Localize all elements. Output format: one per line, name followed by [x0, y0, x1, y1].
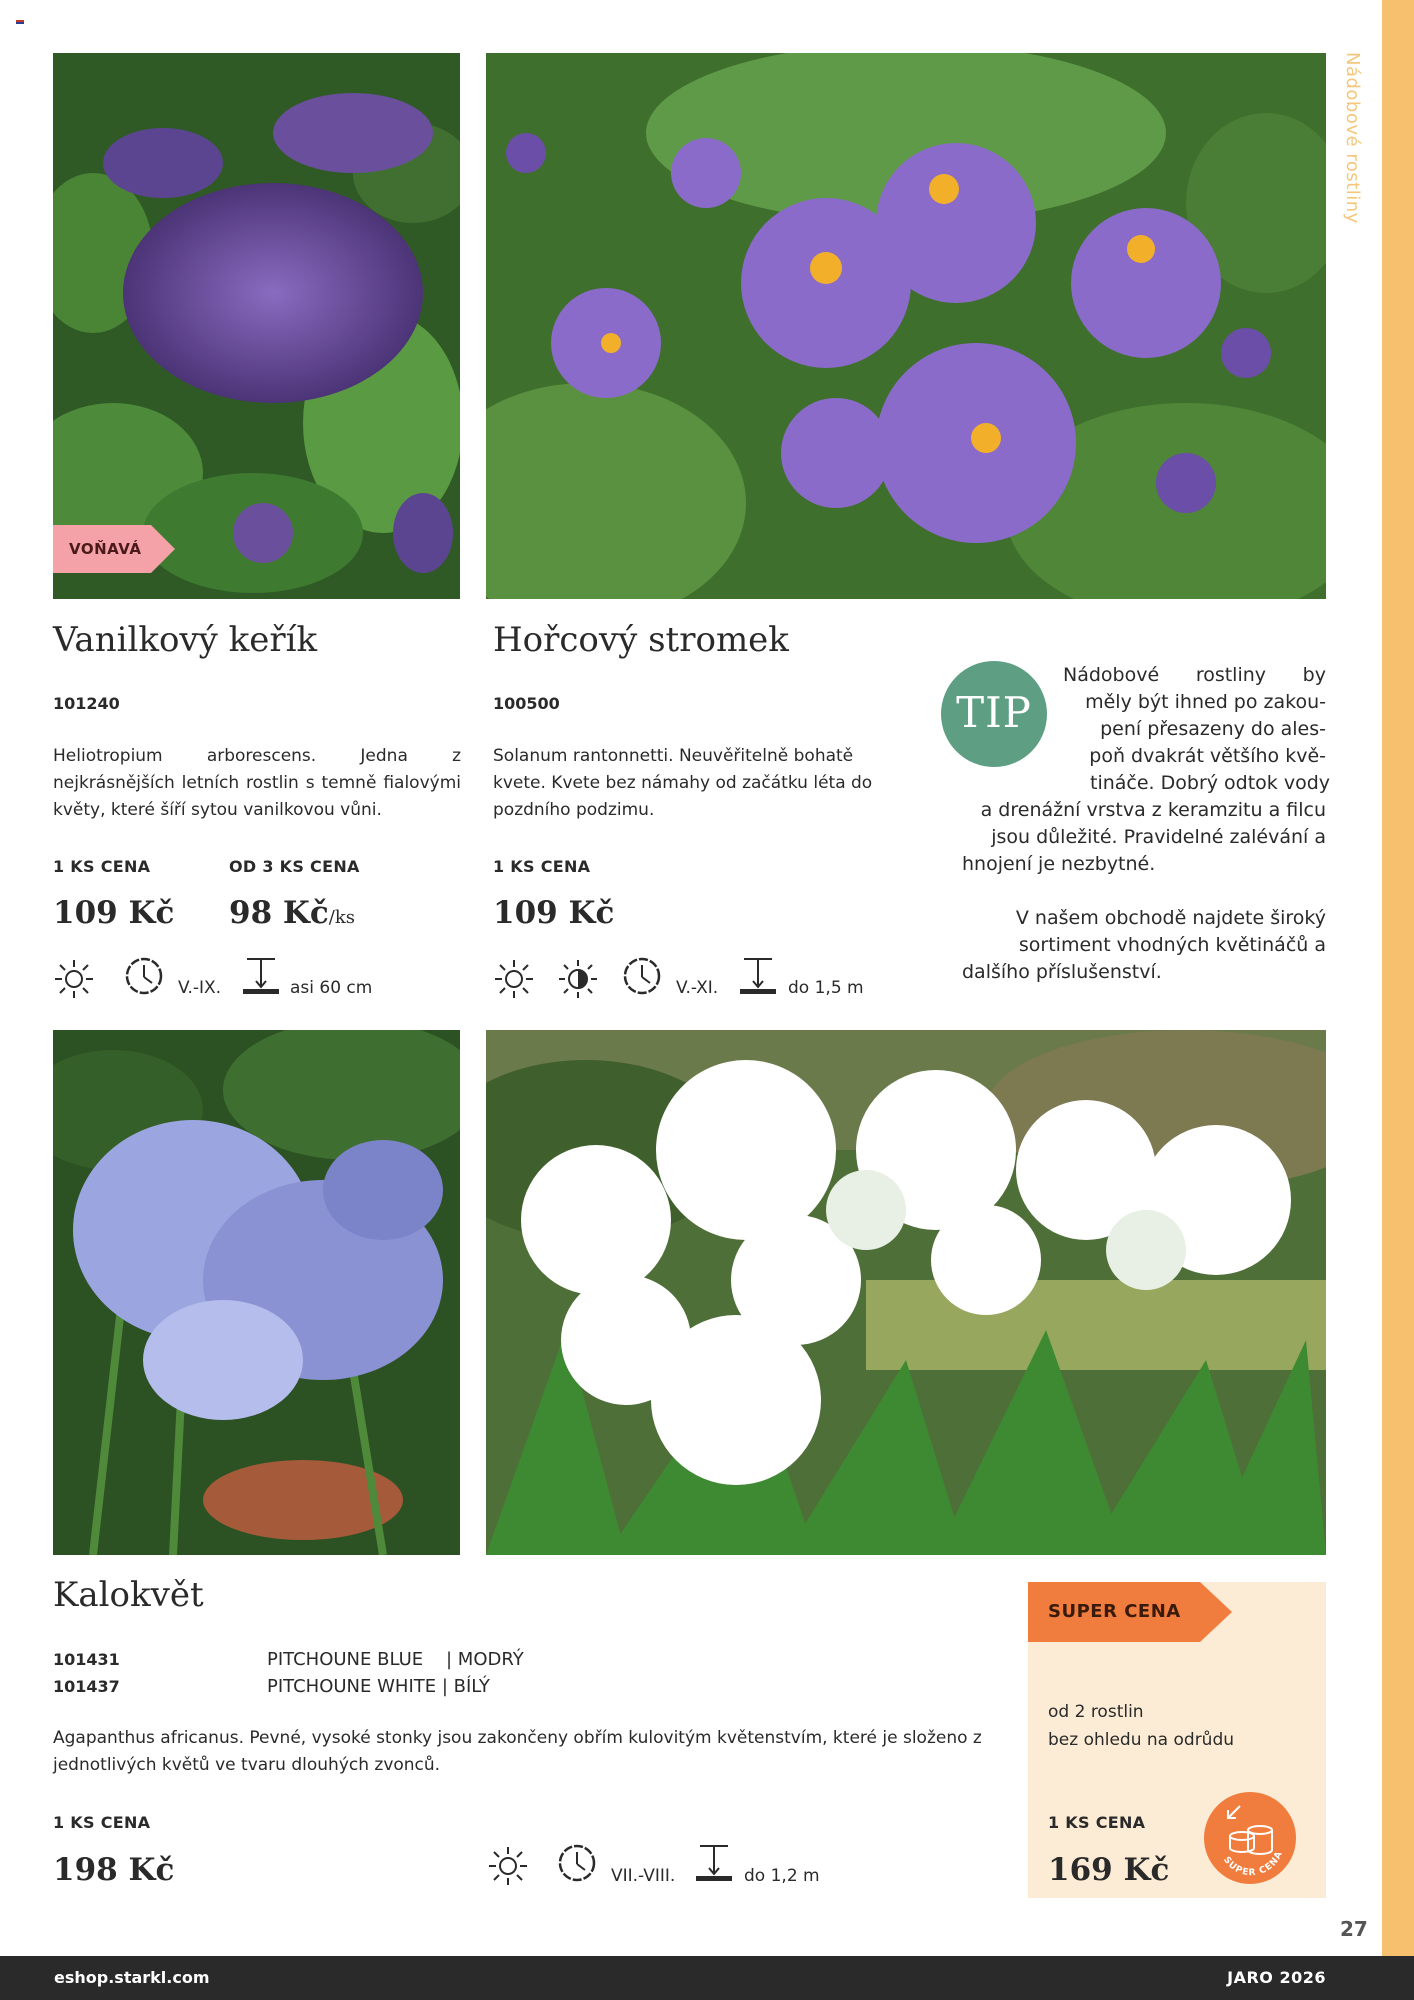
variant-name: PITCHOUNE WHITE | BÍLÝ [267, 1676, 490, 1697]
plant-height: asi 60 cm [290, 978, 373, 998]
super-stamp-text: SUPER CENA [1221, 1849, 1285, 1879]
super-condition-line-1: od 2 rostlin [1048, 1702, 1144, 1722]
footer [0, 1956, 1414, 2000]
tip-line: měly být ihned po zakou- [1085, 691, 1326, 713]
clock-icon [557, 1843, 597, 1883]
footer-url[interactable]: eshop.starkl.com [54, 1968, 210, 1987]
product-description: Agapanthus africanus. Pevné, vysoké stonky jsou zakončeny obřím kulovitým květenstvím, které je složeno z jednotlivých květů ve tvaru dlouhých zvonců. [53, 1728, 982, 1775]
price-1ks: 109 Kč [53, 895, 175, 931]
page-number: 27 [1340, 1917, 1368, 1941]
tip-badge [941, 661, 1047, 767]
product-title-horcovy-stromek: Hořcový stromek [493, 620, 789, 660]
corner-mark [16, 20, 24, 26]
tip-line: dalšího příslušenství. [962, 961, 1162, 983]
badge-vonava-label: VOŇAVÁ [69, 540, 142, 558]
price-label-1ks: 1 KS CENA [53, 857, 151, 876]
tip-line: hnojení je nezbytné. [962, 853, 1156, 875]
price-label-1ks: 1 KS CENA [493, 857, 591, 876]
price-3ks-value: 98 Kč [229, 895, 329, 931]
super-cena-tag-label: SUPER CENA [1048, 1601, 1181, 1622]
super-condition-line-2: bez ohledu na odrůdu [1048, 1730, 1235, 1750]
tip-line: sortiment vhodných květináčů a [1018, 934, 1326, 956]
product-code: 101240 [53, 694, 120, 713]
tip-line: pení přesazeny do ales- [1100, 718, 1326, 740]
photo-vanilkovy-kerik [53, 53, 460, 599]
sun-icon [493, 958, 535, 1000]
height-icon [740, 956, 776, 996]
tip-line: jsou důležité. Pravidelné zalévání a [991, 826, 1326, 848]
price-3ks [229, 895, 355, 931]
super-price: 169 Kč [1048, 1852, 1170, 1888]
tip-line: tináče. Dobrý odtok vody [1090, 772, 1331, 794]
height-icon [243, 956, 279, 996]
photo-horcovy-stromek [486, 53, 1326, 599]
product-title-vanilkovy-kerik: Vanilkový keřík [53, 620, 318, 660]
super-cena-stamp [1202, 1790, 1298, 1886]
price-1ks: 198 Kč [53, 1852, 175, 1888]
super-price-label: 1 KS CENA [1048, 1813, 1146, 1832]
variant-code: 101431 [53, 1650, 120, 1669]
badge-vonava [53, 525, 175, 573]
price-1ks: 109 Kč [493, 895, 615, 931]
category-label [1336, 52, 1376, 252]
plant-height: do 1,2 m [744, 1866, 820, 1886]
product-description: Solanum rantonnetti. Neuvěřitelně bohatě kvete. Kvete bez námahy od začátku léta do pozdního podzimu. [493, 746, 873, 820]
product-title-kalokvet: Kalokvět [53, 1575, 204, 1615]
price-3ks-unit: /ks [328, 907, 355, 928]
variant-name: PITCHOUNE BLUE | MODRÝ [267, 1649, 524, 1670]
product-description: Heliotropium arborescens. Jedna z nejkrásnějších letních rostlin s temně fialovými květy, které šíří sytou vanilkovou vůni. [53, 746, 461, 820]
half-shade-icon [557, 958, 599, 1000]
photo-kalokvet-blue [53, 1030, 460, 1555]
tip-line: poň dvakrát většího kvě- [1089, 745, 1326, 767]
bloom-period: V.-XI. [676, 978, 719, 998]
photo-kalokvet-white [486, 1030, 1326, 1555]
category-label-text: Nádobové rostliny [1342, 52, 1363, 224]
tip-label: TIP [956, 688, 1032, 737]
price-label-3ks: OD 3 KS CENA [229, 857, 360, 876]
sun-icon [53, 958, 95, 1000]
super-cena-tag [1028, 1582, 1232, 1642]
accent-bar [1382, 0, 1414, 1956]
clock-icon [622, 956, 662, 996]
variant-code: 101437 [53, 1677, 120, 1696]
tip-line: V našem obchodě najdete široký [1015, 907, 1326, 929]
bloom-period: V.-IX. [178, 978, 222, 998]
plant-height: do 1,5 m [788, 978, 864, 998]
bloom-period: VII.-VIII. [611, 1866, 676, 1886]
sun-icon [487, 1845, 529, 1887]
super-cena-condition [1048, 1698, 1234, 1754]
height-icon [696, 1843, 732, 1883]
tip-line: Nádobové rostliny by [1063, 664, 1326, 686]
tip-line: a drenážní vrstva z keramzitu a filcu [980, 799, 1326, 821]
price-label-1ks: 1 KS CENA [53, 1813, 151, 1832]
product-code: 100500 [493, 694, 560, 713]
clock-icon [124, 956, 164, 996]
footer-season: JARO 2026 [1227, 1968, 1326, 1987]
